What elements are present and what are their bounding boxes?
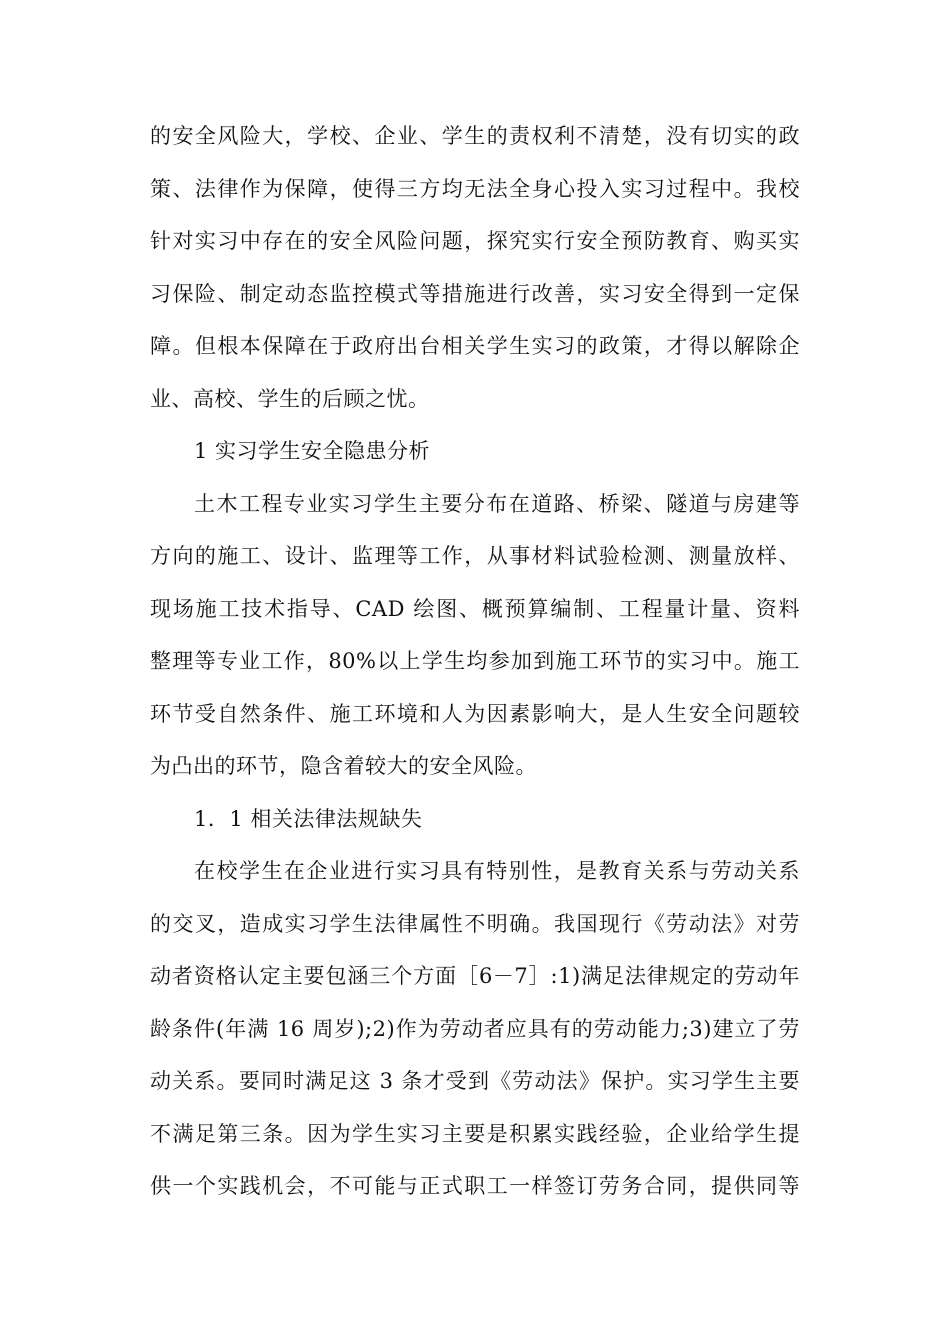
- paragraph-line: 的安全风险大，学校、企业、学生的责权利不清楚，没有切实的政: [150, 124, 800, 148]
- paragraph-line: 针对实习中存在的安全风险问题，探究实行安全预防教育、购买实: [150, 229, 800, 253]
- paragraph-line: 业、高校、学生的后顾之忧。: [150, 386, 430, 411]
- paragraph-line: 环节受自然条件、施工环境和人为因素影响大，是人生安全问题较: [150, 701, 800, 726]
- paragraph-line: 供一个实践机会，不可能与正式职工一样签订劳务合同，提供同等: [150, 1174, 800, 1198]
- paragraph-line: 习保险、制定动态监控模式等措施进行改善，实习安全得到一定保: [150, 281, 800, 306]
- paragraph-line: 策、法律作为保障，使得三方均无法全身心投入实习过程中。我校: [150, 176, 800, 201]
- paragraph-line: 整理等专业工作，80%以上学生均参加到施工环节的实习中。施工: [150, 649, 800, 673]
- paragraph-line: 土木工程专业实习学生主要分布在道路、桥梁、隧道与房建等: [194, 491, 800, 516]
- paragraph-line: 龄条件(年满 16 周岁);2)作为劳动者应具有的劳动能力;3)建立了劳: [150, 1016, 800, 1041]
- section-heading: 1 实习学生安全隐患分析: [194, 439, 431, 463]
- paragraph-line: 方向的施工、设计、监理等工作，从事材料试验检测、测量放样、: [150, 544, 800, 568]
- paragraph-line: 障。但根本保障在于政府出台相关学生实习的政策，才得以解除企: [150, 334, 800, 358]
- paragraph-line: 现场施工技术指导、CAD 绘图、概预算编制、工程量计量、资料: [150, 596, 800, 621]
- paragraph-line: 为凸出的环节，隐含着较大的安全风险。: [150, 754, 537, 778]
- document-body: [150, 110, 800, 1213]
- paragraph-line: 动者资格认定主要包涵三个方面［6－7］:1)满足法律规定的劳动年: [150, 964, 800, 988]
- paragraph-line: 在校学生在企业进行实习具有特别性，是教育关系与劳动关系: [194, 859, 800, 883]
- paragraph-line: 动关系。要同时满足这 3 条才受到《劳动法》保护。实习学生主要: [150, 1069, 800, 1093]
- subsection-heading: 1．1 相关法律法规缺失: [194, 806, 423, 831]
- paragraph-line: 的交叉，造成实习学生法律属性不明确。我国现行《劳动法》对劳: [150, 911, 800, 936]
- paragraph-line: 不满足第三条。因为学生实习主要是积累实践经验，企业给学生提: [150, 1121, 800, 1146]
